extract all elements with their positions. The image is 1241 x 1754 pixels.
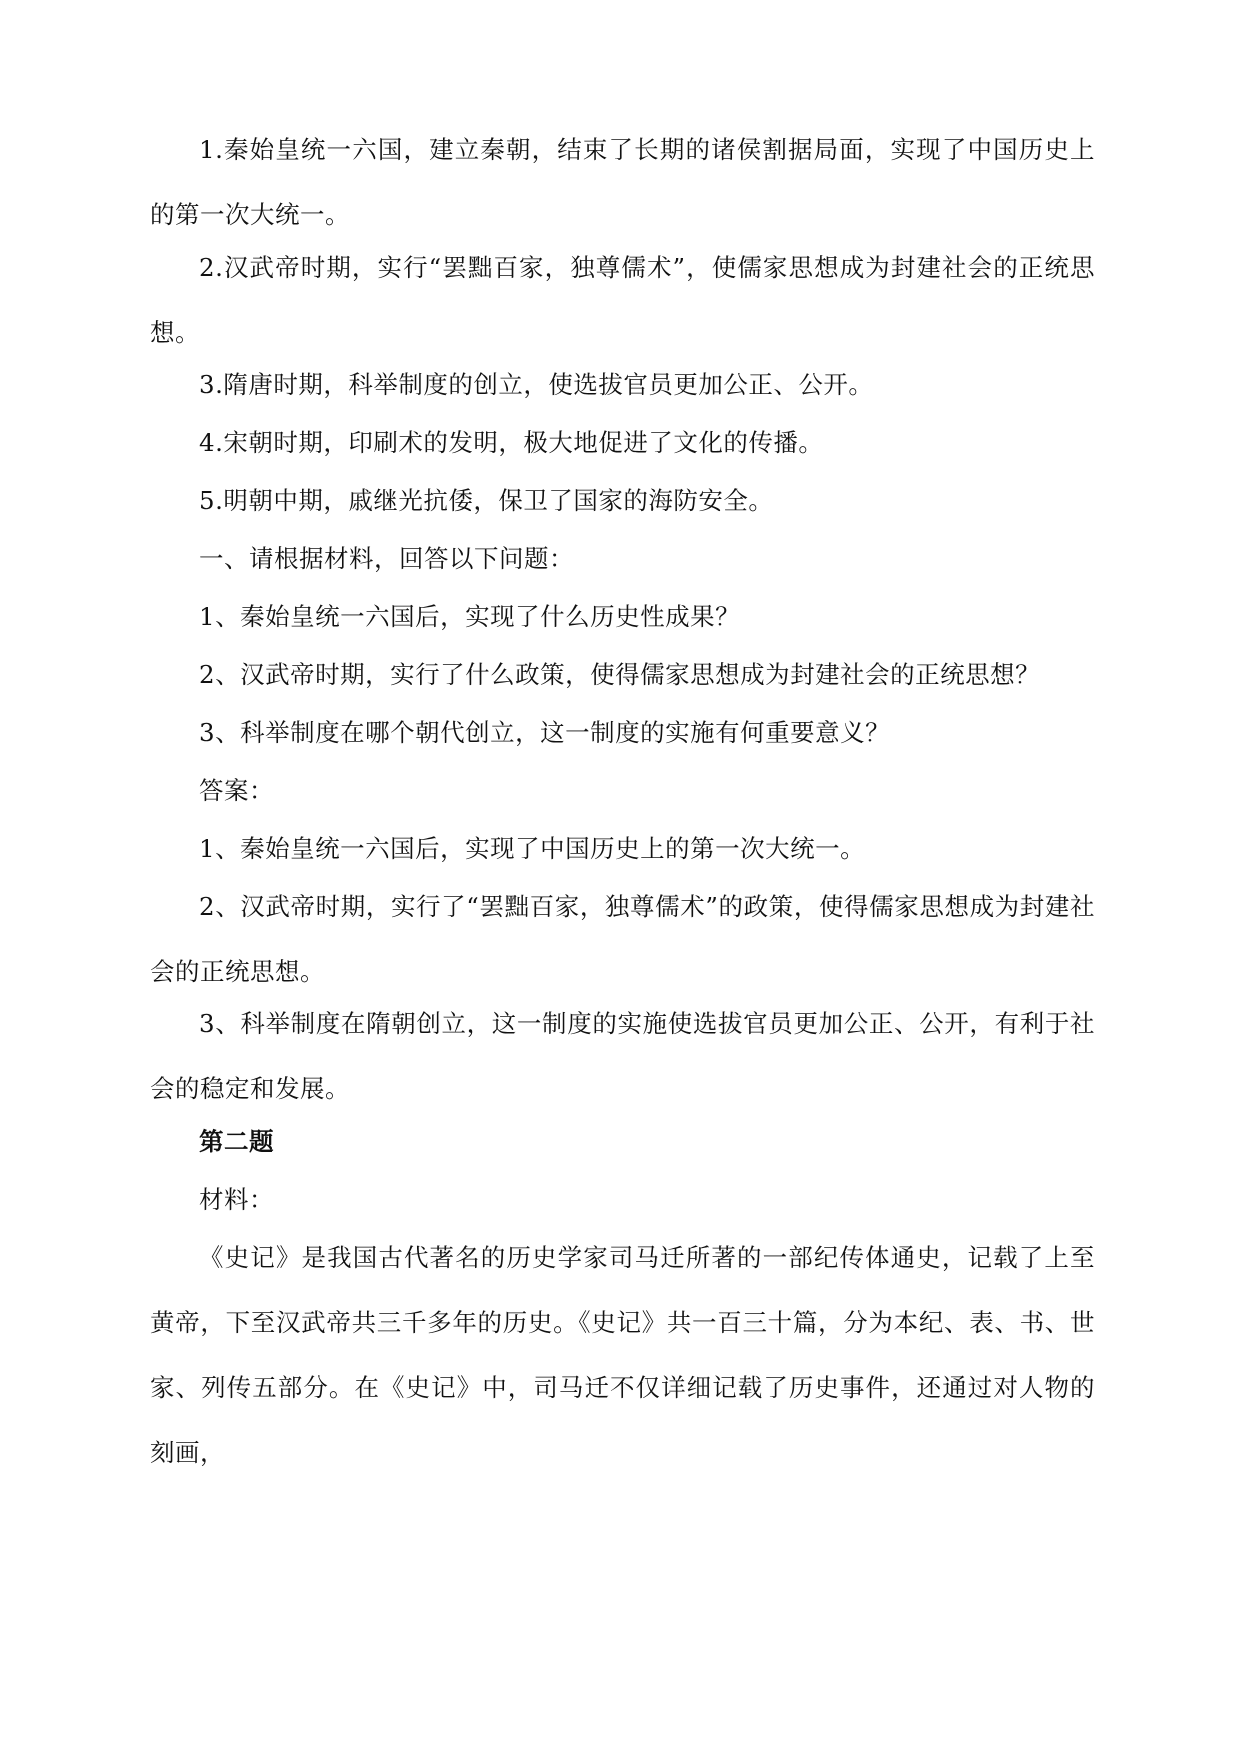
paragraph-printing: 4.宋朝时期，印刷术的发明，极大地促进了文化的传播。 — [199, 428, 824, 457]
question-3: 3、科举制度在哪个朝代创立，这一制度的实施有何重要意义？ — [199, 718, 891, 747]
question-1: 1、秦始皇统一六国后，实现了什么历史性成果？ — [199, 602, 741, 631]
answer-1: 1、秦始皇统一六国后，实现了中国历史上的第一次大统一。 — [199, 834, 866, 863]
paragraph-imperial-exam: 3.隋唐时期，科举制度的创立，使选拔官员更加公正、公开。 — [199, 370, 874, 399]
material-shiji-paragraph: 《史记》是我国古代著名的历史学家司马迁所著的一部纪传体通史，记载了上至黄帝，下至汉武帝共三千多年的历史。《史记》共一百三十篇，分为本纪、表、书、世家、列传五部分。在《史记》中，司马迁不仅详细记载了历史事件，还通过对人物的刻画， — [150, 1243, 1095, 1467]
paragraph-qin-unification: 1.秦始皇统一六国，建立秦朝，结束了长期的诸侯割据局面，实现了中国历史上的第一次大统一。 — [150, 135, 1095, 229]
question-section-heading: 一、请根据材料，回答以下问题： — [199, 544, 574, 573]
paragraph-han-confucianism: 2.汉武帝时期，实行“罢黜百家，独尊儒术”，使儒家思想成为封建社会的正统思想。 — [150, 253, 1095, 347]
answer-3: 3、科举制度在隋朝创立，这一制度的实施使选拔官员更加公正、公开，有利于社会的稳定和发展。 — [150, 1009, 1095, 1103]
paragraph-qi-jiguang: 5.明朝中期，戚继光抗倭，保卫了国家的海防安全。 — [199, 486, 774, 515]
answer-heading: 答案： — [199, 776, 274, 805]
section-title-second-question: 第二题 — [199, 1127, 274, 1156]
question-2: 2、汉武帝时期，实行了什么政策，使得儒家思想成为封建社会的正统思想？ — [199, 660, 1041, 689]
material-label: 材料： — [199, 1185, 274, 1214]
answer-2: 2、汉武帝时期，实行了“罢黜百家，独尊儒术”的政策，使得儒家思想成为封建社会的正统思想。 — [150, 892, 1095, 986]
